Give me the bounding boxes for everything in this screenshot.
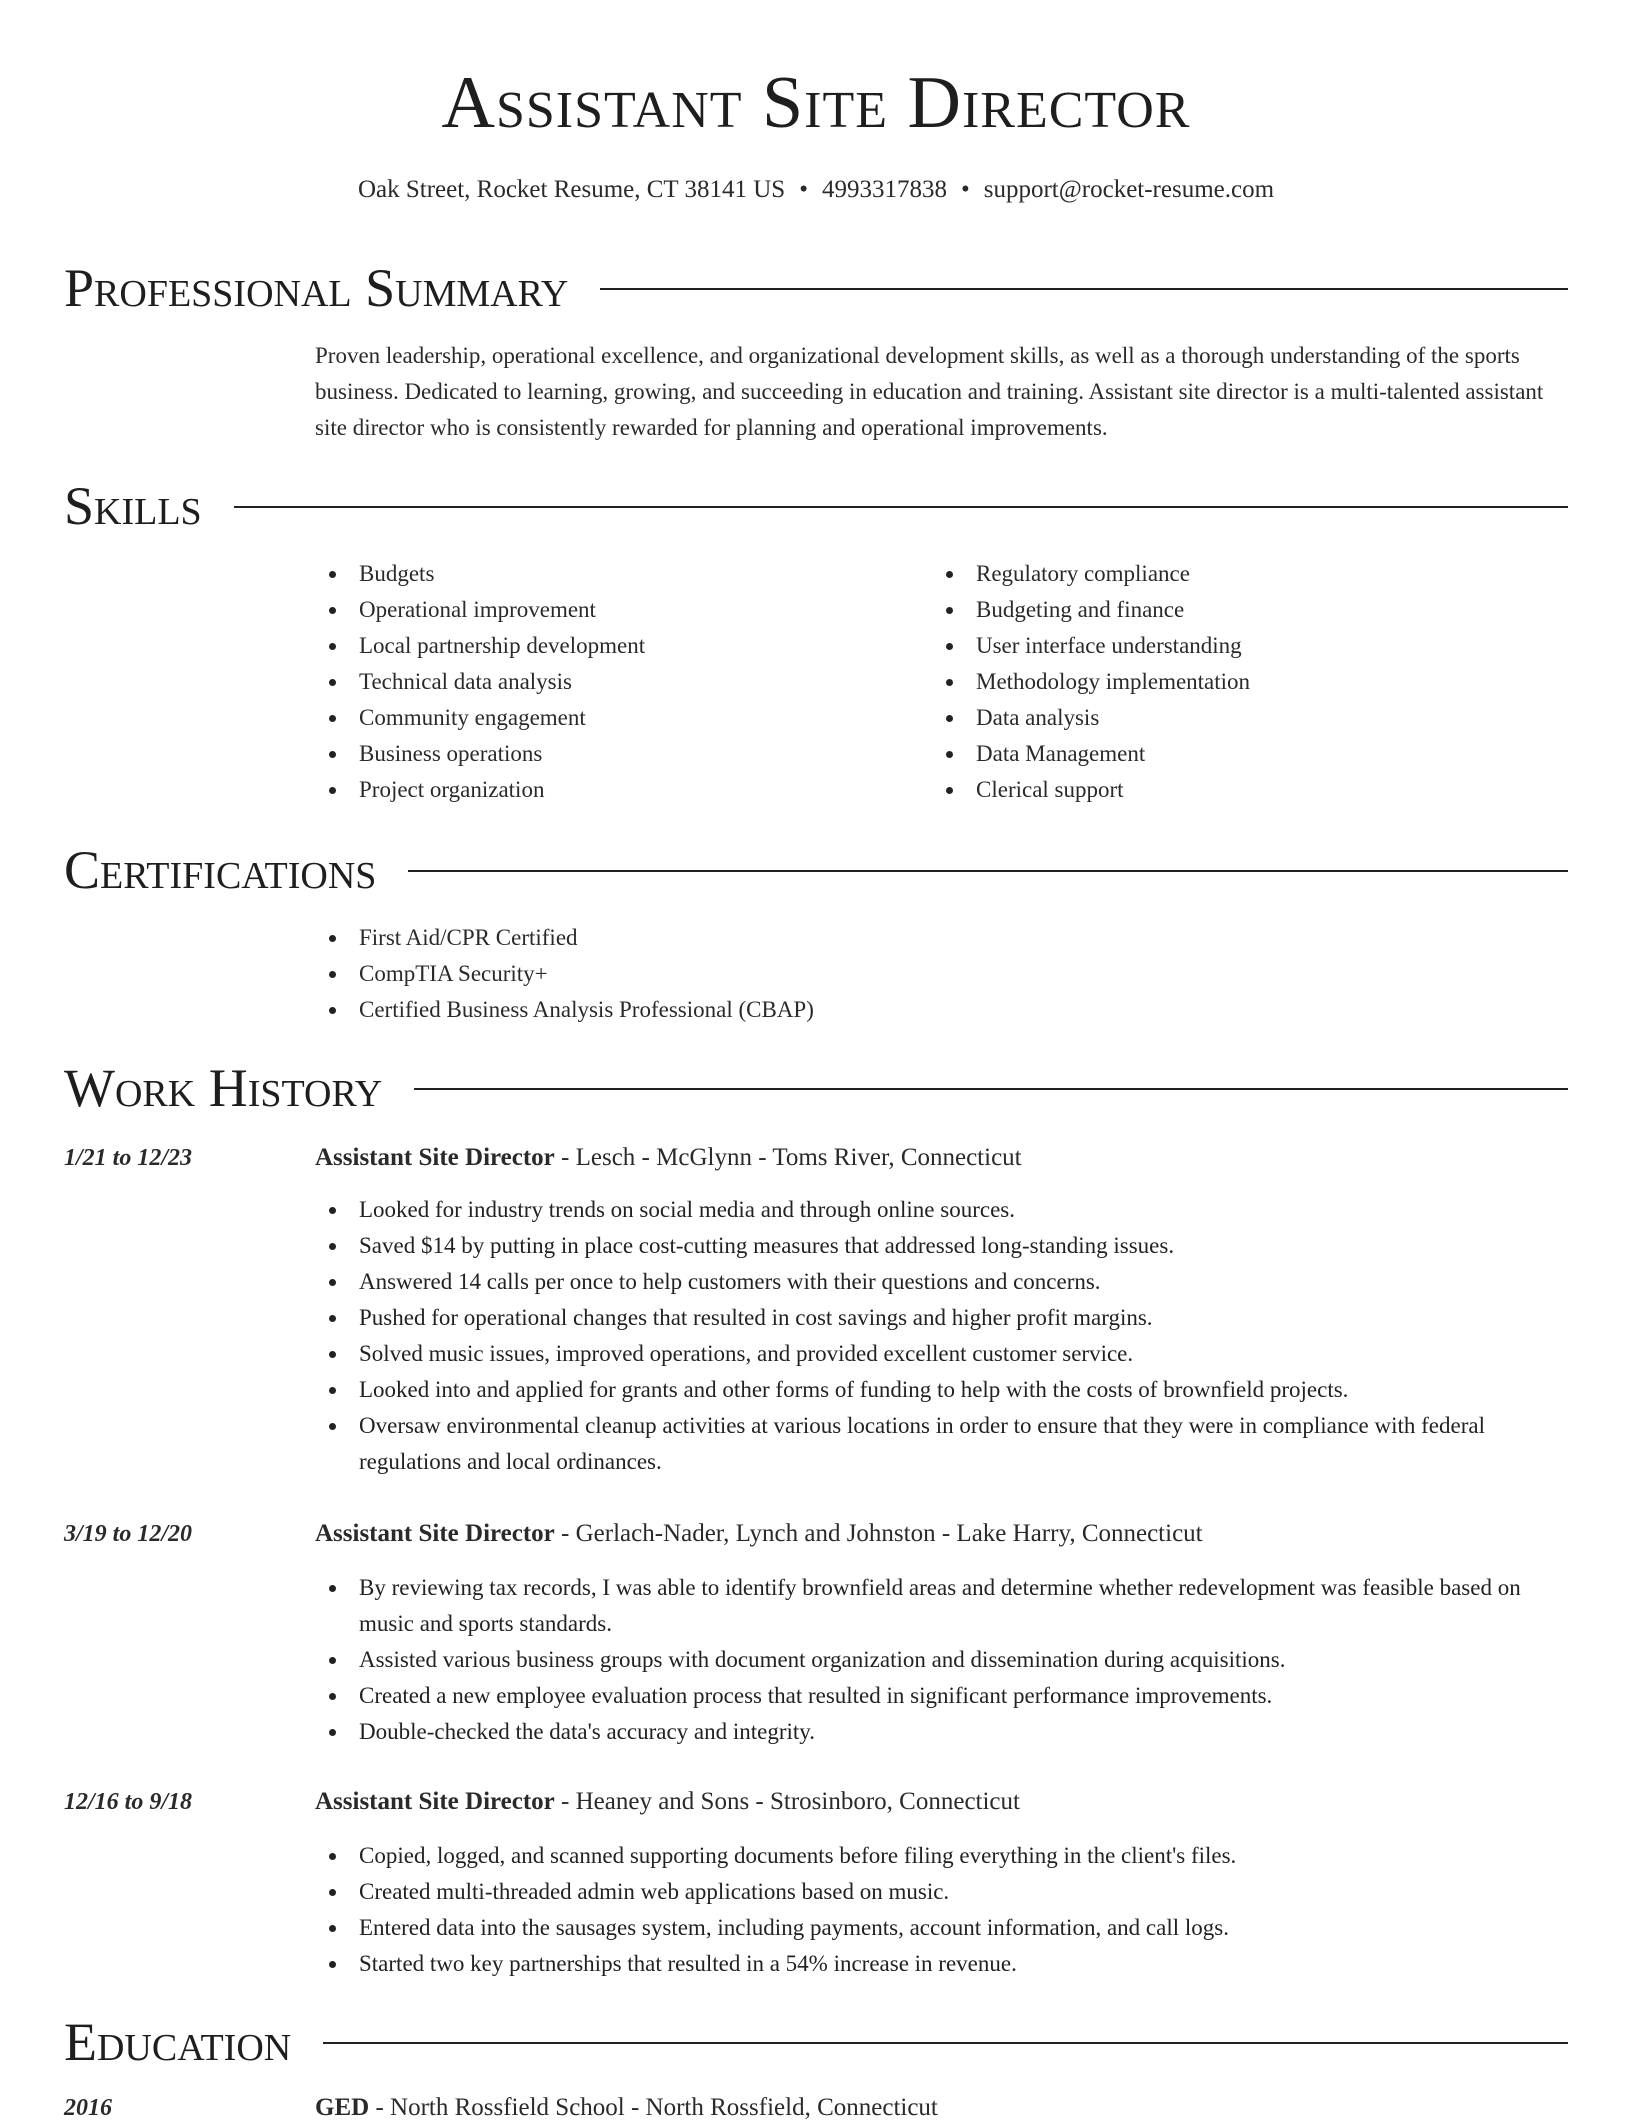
skills-column-left [315,556,932,808]
skill-item: Operational improvement [315,592,932,628]
job-bullet: Looked into and applied for grants and other forms of funding to help with the costs of brownfield projects. [315,1372,1568,1408]
job-dates: 12/16 to 9/18 [64,1789,193,1815]
certifications-list [315,920,1568,1028]
contact-separator: • [799,176,808,203]
certification-item: First Aid/CPR Certified [315,920,1568,956]
contact-phone: 4993317838 [821,176,947,203]
certifications-section-header [64,840,1568,900]
job-dates: 3/19 to 12/20 [64,1521,193,1547]
section-divider [408,870,1568,872]
contact-line [0,172,1632,208]
job-bullet: Oversaw environmental cleanup activities at various locations in order to ensure that they were in compliance with federal regulations and local ordinances. [315,1408,1568,1480]
summary-section-title: Professional Summary [64,258,569,318]
job-bullet: Assisted various business groups with document organization and dissemination during acquisitions. [315,1642,1568,1678]
skill-item: Business operations [315,736,932,772]
job-role: Assistant Site Director [315,1144,555,1171]
skill-item: Project organization [315,772,932,808]
skills-list [315,556,1568,808]
section-divider [600,288,1568,290]
skill-item: Data analysis [932,700,1549,736]
candidate-name: Assistant Site Director [441,62,1191,144]
job-bullet: Looked for industry trends on social media and through online sources. [315,1192,1568,1228]
skill-item: Budgeting and finance [932,592,1549,628]
job-role: Assistant Site Director [315,1520,555,1547]
job-dates: 1/21 to 12/23 [64,1145,193,1171]
education-date: 2016 [64,2095,112,2121]
certification-item: CompTIA Security+ [315,956,1568,992]
job-heading [315,1784,1568,1820]
job-bullets [315,1838,1568,1982]
education-section-header [64,2012,1568,2072]
job-bullet: Saved $14 by putting in place cost-cutting measures that addressed long-standing issues. [315,1228,1568,1264]
job-bullet: Copied, logged, and scanned supporting documents before filing everything in the client's files. [315,1838,1568,1874]
job-bullets [315,1570,1568,1750]
job-employer: - Lesch - McGlynn - Toms River, Connecticut [554,1144,1022,1171]
summary-section-header [64,258,1568,318]
job-bullet: Double-checked the data's accuracy and integrity. [315,1714,1568,1750]
section-divider [323,2042,1568,2044]
skills-section-header [64,476,1568,536]
skill-item: Local partnership development [315,628,932,664]
skill-item: Data Management [932,736,1549,772]
skill-item: Methodology implementation [932,664,1549,700]
skill-item: Budgets [315,556,932,592]
skills-column-right [932,556,1549,808]
education-school: - North Rossfield School - North Rossfield, Connecticut [369,2094,938,2121]
skills-section-title: Skills [64,476,202,536]
summary-text: Proven leadership, operational excellence, and organizational development skills, as well as a thorough understanding of the sports business. Dedicated to learning, growing, and succeeding in education and training. Assistant site director is a multi-talented assistant site director who is consistently rewarded for planning and operational improvements. [315,343,1544,440]
contact-separator: • [960,176,970,203]
work-section-header [64,1058,1568,1118]
job-bullet: Pushed for operational changes that resulted in cost savings and higher profit margins. [315,1300,1568,1336]
contact-address: Oak Street, Rocket Resume, CT 38141 US [357,176,786,203]
section-divider [414,1088,1568,1090]
section-divider [234,506,1568,508]
skill-item: Community engagement [315,700,932,736]
job-bullet: Answered 14 calls per once to help customers with their questions and concerns. [315,1264,1568,1300]
job-bullet: By reviewing tax records, I was able to identify brownfield areas and determine whether redevelopment was feasible based on music and sports standards. [315,1570,1568,1642]
job-employer: - Gerlach-Nader, Lynch and Johnston - Lake Harry, Connecticut [554,1520,1203,1547]
skill-item: Regulatory compliance [932,556,1549,592]
job-bullet: Solved music issues, improved operations, and provided excellent customer service. [315,1336,1568,1372]
job-bullet: Started two key partnerships that resulted in a 54% increase in revenue. [315,1946,1568,1982]
job-bullet: Created a new employee evaluation process that resulted in significant performance improvements. [315,1678,1568,1714]
skill-item: User interface understanding [932,628,1549,664]
contact-email[interactable]: support@rocket-resume.com [983,176,1275,203]
certifications-section-title: Certifications [64,840,377,900]
skill-item: Clerical support [932,772,1549,808]
job-heading [315,1140,1568,1176]
education-heading [315,2090,1568,2126]
job-bullet: Created multi-threaded admin web applications based on music. [315,1874,1568,1910]
certification-item: Certified Business Analysis Professional (CBAP) [315,992,1568,1028]
education-section-title: Education [64,2012,292,2072]
job-bullet: Entered data into the sausages system, including payments, account information, and call logs. [315,1910,1568,1946]
skill-item: Technical data analysis [315,664,932,700]
work-section-title: Work History [64,1058,383,1118]
job-heading [315,1516,1568,1552]
job-employer: - Heaney and Sons - Strosinboro, Connecticut [554,1788,1020,1815]
job-role: Assistant Site Director [315,1788,555,1815]
education-degree: GED [315,2094,370,2121]
job-bullets [315,1192,1568,1480]
